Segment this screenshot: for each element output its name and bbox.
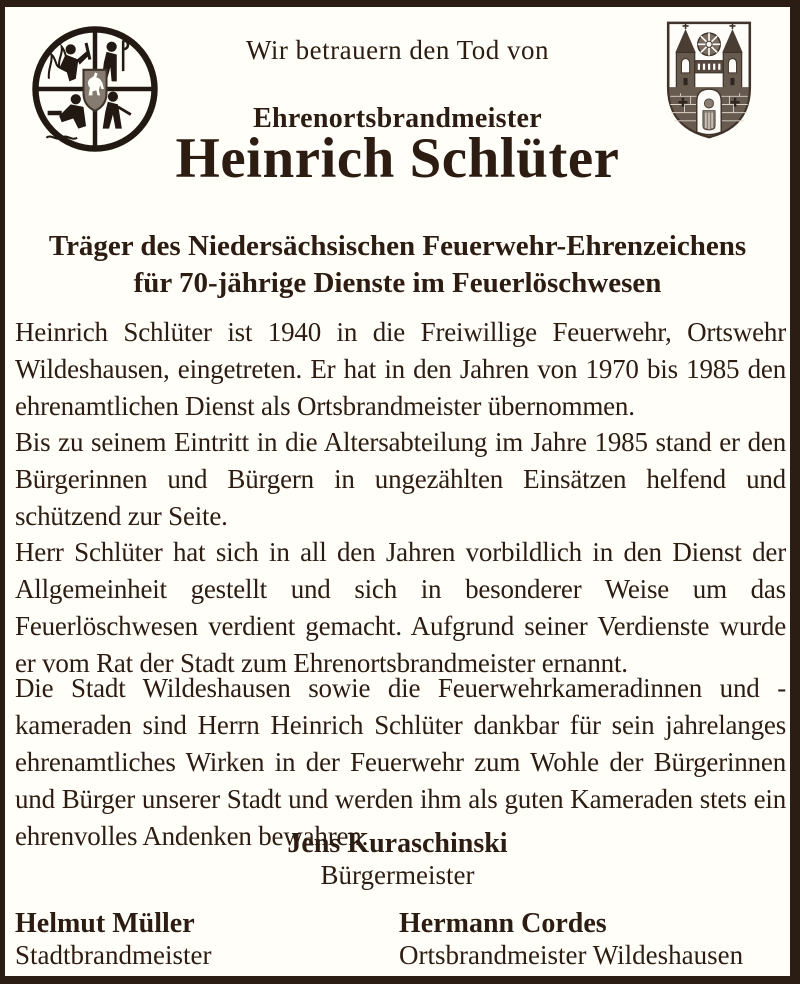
- honor-line-1: Träger des Niedersächsischen Feuerwehr-Ehrenzeichens: [48, 230, 747, 262]
- signature-row: [15, 907, 786, 969]
- paragraph-retirement-1985: Bis zu seinem Eintritt in die Altersabteilung im Jahre 1985 stand er den Bürgerinnen und Bürgern in ungezählten Einsätzen helfend und schützend zur Seite.: [15, 427, 786, 531]
- mayor-title: Bürgermeister: [320, 860, 475, 890]
- stadtbrandmeister-name: Helmut Müller: [15, 908, 195, 939]
- paragraph-gratitude: Die Stadt Wildeshausen sowie die Feuerwehrkameradinnen und -kameraden sind Herrn Heinrich Schlüter dankbar für sein jahrelanges ehrenamtliches Wirken in der Feuerwehr zum Wohle der Bürgerinnen und Bürger unserer Stadt und werden ihm als guten Kameraden stets ein ehrenvolles Andenken bewahren.: [15, 673, 786, 851]
- signature-stadtbrandmeister: [15, 907, 211, 970]
- stadtbrandmeister-title: Stadtbrandmeister: [15, 940, 212, 970]
- honor-block: [5, 228, 790, 302]
- mourning-line: Wir betrauern den Tod von: [246, 35, 549, 65]
- honorary-rank: Ehrenortsbrandmeister: [253, 103, 542, 134]
- paragraph-service-merit: Herr Schlüter hat sich in all den Jahren vorbildlich in den Dienst der Allgemeinheit gestellt und sich in besonderer Weise um das Feuerlöschwesen verdient gemacht. Aufgrund seiner Verdienste wurde er vom Rat der Stadt zum Ehrenortsbrandmeister ernannt.: [15, 537, 786, 678]
- paragraph-entry-1940: Heinrich Schlüter ist 1940 in die Freiwillige Feuerwehr, Ortswehr Wildeshausen, eingetreten. Er hat in den Jahren von 1970 bis 1985 den ehrenamtlichen Dienst als Ortsbrandmeister übernommen.: [15, 317, 786, 421]
- mayor-name: Jens Kuraschinski: [287, 828, 508, 859]
- deceased-name: Heinrich Schlüter: [175, 127, 620, 190]
- signature-ortsbrandmeister: [399, 907, 743, 970]
- ortsbrandmeister-name: Hermann Cordes: [399, 908, 607, 939]
- signature-mayor: [5, 827, 790, 890]
- ortsbrandmeister-title: Ortsbrandmeister Wildeshausen: [399, 940, 744, 970]
- honor-line-2: für 70-jährige Dienste im Feuerlöschwesen: [133, 267, 662, 299]
